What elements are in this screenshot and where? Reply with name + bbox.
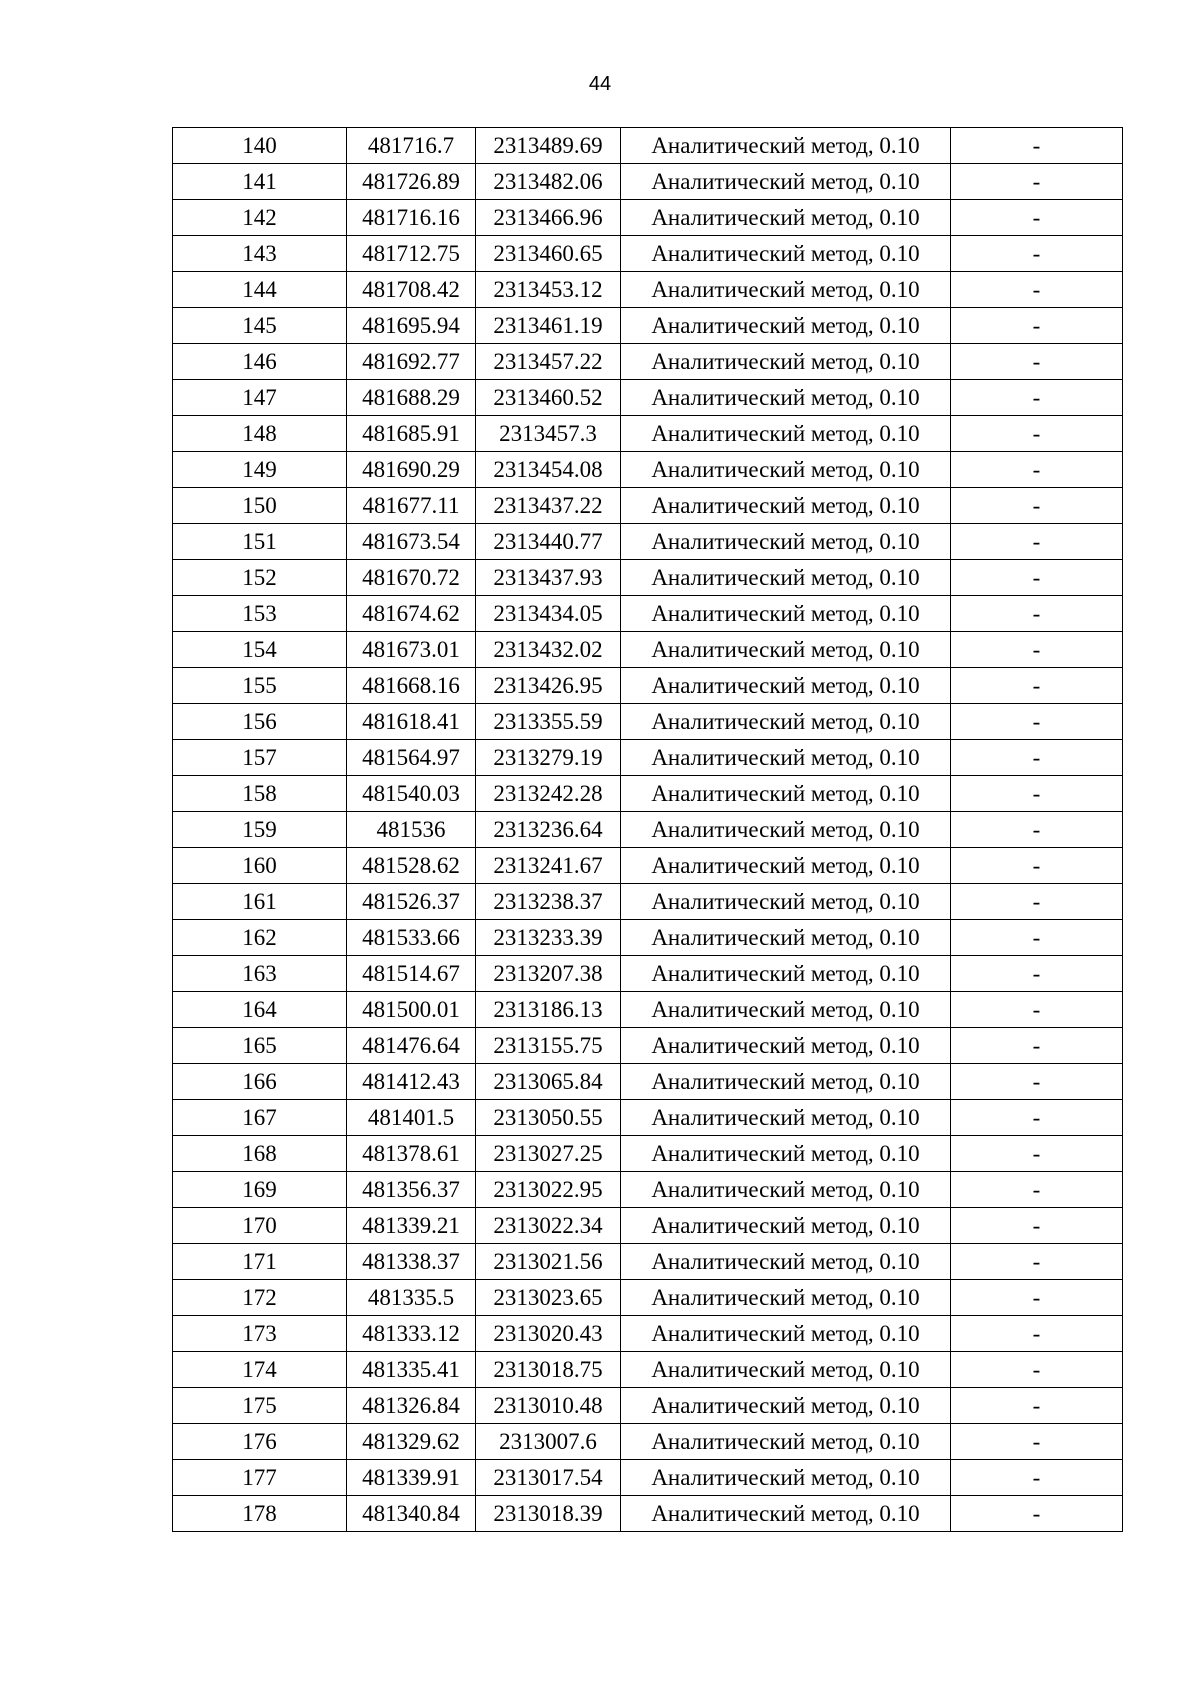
- method-accuracy-cell: Аналитический метод, 0.10: [621, 1100, 951, 1136]
- note-cell: -: [951, 1352, 1123, 1388]
- note-cell: -: [951, 524, 1123, 560]
- point-number-cell: 163: [173, 956, 347, 992]
- y-coordinate-cell: 2313236.64: [476, 812, 621, 848]
- method-accuracy-cell: Аналитический метод, 0.10: [621, 452, 951, 488]
- point-number-cell: 145: [173, 308, 347, 344]
- table-row: [173, 1064, 1123, 1100]
- method-accuracy-cell: Аналитический метод, 0.10: [621, 272, 951, 308]
- point-number-cell: 154: [173, 632, 347, 668]
- method-accuracy-cell: Аналитический метод, 0.10: [621, 524, 951, 560]
- method-accuracy-cell: Аналитический метод, 0.10: [621, 596, 951, 632]
- note-cell: -: [951, 1028, 1123, 1064]
- point-number-cell: 156: [173, 704, 347, 740]
- x-coordinate-cell: 481476.64: [347, 1028, 476, 1064]
- table-row: [173, 1496, 1123, 1532]
- y-coordinate-cell: 2313434.05: [476, 596, 621, 632]
- y-coordinate-cell: 2313186.13: [476, 992, 621, 1028]
- table-row: [173, 452, 1123, 488]
- note-cell: -: [951, 164, 1123, 200]
- note-cell: -: [951, 308, 1123, 344]
- method-accuracy-cell: Аналитический метод, 0.10: [621, 920, 951, 956]
- note-cell: -: [951, 884, 1123, 920]
- table-row: [173, 1172, 1123, 1208]
- x-coordinate-cell: 481339.21: [347, 1208, 476, 1244]
- note-cell: -: [951, 452, 1123, 488]
- note-cell: -: [951, 1424, 1123, 1460]
- y-coordinate-cell: 2313018.39: [476, 1496, 621, 1532]
- table-row: [173, 560, 1123, 596]
- note-cell: -: [951, 632, 1123, 668]
- method-accuracy-cell: Аналитический метод, 0.10: [621, 1496, 951, 1532]
- note-cell: -: [951, 1496, 1123, 1532]
- y-coordinate-cell: 2313018.75: [476, 1352, 621, 1388]
- y-coordinate-cell: 2313466.96: [476, 200, 621, 236]
- y-coordinate-cell: 2313155.75: [476, 1028, 621, 1064]
- y-coordinate-cell: 2313461.19: [476, 308, 621, 344]
- point-number-cell: 150: [173, 488, 347, 524]
- y-coordinate-cell: 2313050.55: [476, 1100, 621, 1136]
- note-cell: -: [951, 812, 1123, 848]
- point-number-cell: 148: [173, 416, 347, 452]
- method-accuracy-cell: Аналитический метод, 0.10: [621, 128, 951, 164]
- x-coordinate-cell: 481668.16: [347, 668, 476, 704]
- point-number-cell: 143: [173, 236, 347, 272]
- x-coordinate-cell: 481326.84: [347, 1388, 476, 1424]
- note-cell: -: [951, 1316, 1123, 1352]
- method-accuracy-cell: Аналитический метод, 0.10: [621, 884, 951, 920]
- y-coordinate-cell: 2313027.25: [476, 1136, 621, 1172]
- method-accuracy-cell: Аналитический метод, 0.10: [621, 164, 951, 200]
- x-coordinate-cell: 481673.54: [347, 524, 476, 560]
- point-number-cell: 171: [173, 1244, 347, 1280]
- point-number-cell: 175: [173, 1388, 347, 1424]
- point-number-cell: 160: [173, 848, 347, 884]
- method-accuracy-cell: Аналитический метод, 0.10: [621, 560, 951, 596]
- table-row: [173, 1352, 1123, 1388]
- note-cell: -: [951, 200, 1123, 236]
- x-coordinate-cell: 481712.75: [347, 236, 476, 272]
- table-row: [173, 668, 1123, 704]
- table-row: [173, 164, 1123, 200]
- point-number-cell: 153: [173, 596, 347, 632]
- note-cell: -: [951, 704, 1123, 740]
- table-row: [173, 1280, 1123, 1316]
- method-accuracy-cell: Аналитический метод, 0.10: [621, 416, 951, 452]
- x-coordinate-cell: 481335.41: [347, 1352, 476, 1388]
- table-row: [173, 632, 1123, 668]
- table-row: [173, 596, 1123, 632]
- note-cell: -: [951, 1100, 1123, 1136]
- note-cell: -: [951, 488, 1123, 524]
- table-row: [173, 200, 1123, 236]
- table-row: [173, 1100, 1123, 1136]
- y-coordinate-cell: 2313440.77: [476, 524, 621, 560]
- y-coordinate-cell: 2313454.08: [476, 452, 621, 488]
- method-accuracy-cell: Аналитический метод, 0.10: [621, 308, 951, 344]
- method-accuracy-cell: Аналитический метод, 0.10: [621, 812, 951, 848]
- table-row: [173, 524, 1123, 560]
- y-coordinate-cell: 2313437.93: [476, 560, 621, 596]
- point-number-cell: 165: [173, 1028, 347, 1064]
- x-coordinate-cell: 481673.01: [347, 632, 476, 668]
- point-number-cell: 177: [173, 1460, 347, 1496]
- note-cell: -: [951, 956, 1123, 992]
- y-coordinate-cell: 2313020.43: [476, 1316, 621, 1352]
- y-coordinate-cell: 2313460.65: [476, 236, 621, 272]
- note-cell: -: [951, 1136, 1123, 1172]
- note-cell: -: [951, 1208, 1123, 1244]
- note-cell: -: [951, 380, 1123, 416]
- table-row: [173, 236, 1123, 272]
- point-number-cell: 142: [173, 200, 347, 236]
- method-accuracy-cell: Аналитический метод, 0.10: [621, 740, 951, 776]
- method-accuracy-cell: Аналитический метод, 0.10: [621, 1064, 951, 1100]
- method-accuracy-cell: Аналитический метод, 0.10: [621, 1280, 951, 1316]
- table-row: [173, 344, 1123, 380]
- method-accuracy-cell: Аналитический метод, 0.10: [621, 236, 951, 272]
- y-coordinate-cell: 2313489.69: [476, 128, 621, 164]
- note-cell: -: [951, 1244, 1123, 1280]
- note-cell: -: [951, 416, 1123, 452]
- x-coordinate-cell: 481338.37: [347, 1244, 476, 1280]
- note-cell: -: [951, 848, 1123, 884]
- method-accuracy-cell: Аналитический метод, 0.10: [621, 488, 951, 524]
- note-cell: -: [951, 1388, 1123, 1424]
- y-coordinate-cell: 2313017.54: [476, 1460, 621, 1496]
- coordinates-table-body: [173, 128, 1123, 1532]
- x-coordinate-cell: 481670.72: [347, 560, 476, 596]
- x-coordinate-cell: 481340.84: [347, 1496, 476, 1532]
- note-cell: -: [951, 920, 1123, 956]
- table-row: [173, 308, 1123, 344]
- point-number-cell: 159: [173, 812, 347, 848]
- point-number-cell: 140: [173, 128, 347, 164]
- note-cell: -: [951, 1280, 1123, 1316]
- page-number: 44: [588, 73, 612, 95]
- y-coordinate-cell: 2313457.22: [476, 344, 621, 380]
- x-coordinate-cell: 481533.66: [347, 920, 476, 956]
- table-row: [173, 1136, 1123, 1172]
- method-accuracy-cell: Аналитический метод, 0.10: [621, 1352, 951, 1388]
- y-coordinate-cell: 2313010.48: [476, 1388, 621, 1424]
- x-coordinate-cell: 481716.16: [347, 200, 476, 236]
- y-coordinate-cell: 2313007.6: [476, 1424, 621, 1460]
- point-number-cell: 161: [173, 884, 347, 920]
- table-row: [173, 272, 1123, 308]
- point-number-cell: 147: [173, 380, 347, 416]
- method-accuracy-cell: Аналитический метод, 0.10: [621, 848, 951, 884]
- x-coordinate-cell: 481412.43: [347, 1064, 476, 1100]
- point-number-cell: 176: [173, 1424, 347, 1460]
- x-coordinate-cell: 481690.29: [347, 452, 476, 488]
- note-cell: -: [951, 776, 1123, 812]
- y-coordinate-cell: 2313065.84: [476, 1064, 621, 1100]
- point-number-cell: 167: [173, 1100, 347, 1136]
- x-coordinate-cell: 481716.7: [347, 128, 476, 164]
- x-coordinate-cell: 481708.42: [347, 272, 476, 308]
- note-cell: -: [951, 740, 1123, 776]
- method-accuracy-cell: Аналитический метод, 0.10: [621, 1460, 951, 1496]
- point-number-cell: 169: [173, 1172, 347, 1208]
- x-coordinate-cell: 481536: [347, 812, 476, 848]
- table-row: [173, 128, 1123, 164]
- method-accuracy-cell: Аналитический метод, 0.10: [621, 776, 951, 812]
- point-number-cell: 149: [173, 452, 347, 488]
- x-coordinate-cell: 481528.62: [347, 848, 476, 884]
- table-row: [173, 416, 1123, 452]
- table-row: [173, 956, 1123, 992]
- point-number-cell: 151: [173, 524, 347, 560]
- table-row: [173, 1388, 1123, 1424]
- note-cell: -: [951, 596, 1123, 632]
- note-cell: -: [951, 992, 1123, 1028]
- y-coordinate-cell: 2313022.95: [476, 1172, 621, 1208]
- x-coordinate-cell: 481540.03: [347, 776, 476, 812]
- x-coordinate-cell: 481514.67: [347, 956, 476, 992]
- y-coordinate-cell: 2313482.06: [476, 164, 621, 200]
- x-coordinate-cell: 481333.12: [347, 1316, 476, 1352]
- table-row: [173, 848, 1123, 884]
- table-row: [173, 1316, 1123, 1352]
- note-cell: -: [951, 344, 1123, 380]
- point-number-cell: 157: [173, 740, 347, 776]
- note-cell: -: [951, 272, 1123, 308]
- method-accuracy-cell: Аналитический метод, 0.10: [621, 1028, 951, 1064]
- point-number-cell: 146: [173, 344, 347, 380]
- coordinates-table: [172, 127, 1123, 1532]
- point-number-cell: 158: [173, 776, 347, 812]
- point-number-cell: 174: [173, 1352, 347, 1388]
- note-cell: -: [951, 1172, 1123, 1208]
- method-accuracy-cell: Аналитический метод, 0.10: [621, 1424, 951, 1460]
- point-number-cell: 178: [173, 1496, 347, 1532]
- table-row: [173, 920, 1123, 956]
- x-coordinate-cell: 481339.91: [347, 1460, 476, 1496]
- y-coordinate-cell: 2313022.34: [476, 1208, 621, 1244]
- point-number-cell: 164: [173, 992, 347, 1028]
- table-row: [173, 776, 1123, 812]
- table-row: [173, 1208, 1123, 1244]
- method-accuracy-cell: Аналитический метод, 0.10: [621, 1244, 951, 1280]
- y-coordinate-cell: 2313432.02: [476, 632, 621, 668]
- table-row: [173, 1424, 1123, 1460]
- method-accuracy-cell: Аналитический метод, 0.10: [621, 344, 951, 380]
- method-accuracy-cell: Аналитический метод, 0.10: [621, 200, 951, 236]
- y-coordinate-cell: 2313453.12: [476, 272, 621, 308]
- note-cell: -: [951, 1064, 1123, 1100]
- y-coordinate-cell: 2313238.37: [476, 884, 621, 920]
- x-coordinate-cell: 481335.5: [347, 1280, 476, 1316]
- y-coordinate-cell: 2313021.56: [476, 1244, 621, 1280]
- x-coordinate-cell: 481618.41: [347, 704, 476, 740]
- method-accuracy-cell: Аналитический метод, 0.10: [621, 956, 951, 992]
- point-number-cell: 172: [173, 1280, 347, 1316]
- y-coordinate-cell: 2313279.19: [476, 740, 621, 776]
- table-row: [173, 488, 1123, 524]
- table-row: [173, 704, 1123, 740]
- x-coordinate-cell: 481526.37: [347, 884, 476, 920]
- point-number-cell: 162: [173, 920, 347, 956]
- x-coordinate-cell: 481692.77: [347, 344, 476, 380]
- point-number-cell: 155: [173, 668, 347, 704]
- method-accuracy-cell: Аналитический метод, 0.10: [621, 1172, 951, 1208]
- x-coordinate-cell: 481378.61: [347, 1136, 476, 1172]
- x-coordinate-cell: 481401.5: [347, 1100, 476, 1136]
- x-coordinate-cell: 481726.89: [347, 164, 476, 200]
- point-number-cell: 141: [173, 164, 347, 200]
- method-accuracy-cell: Аналитический метод, 0.10: [621, 1208, 951, 1244]
- y-coordinate-cell: 2313023.65: [476, 1280, 621, 1316]
- method-accuracy-cell: Аналитический метод, 0.10: [621, 992, 951, 1028]
- method-accuracy-cell: Аналитический метод, 0.10: [621, 668, 951, 704]
- method-accuracy-cell: Аналитический метод, 0.10: [621, 632, 951, 668]
- point-number-cell: 168: [173, 1136, 347, 1172]
- method-accuracy-cell: Аналитический метод, 0.10: [621, 380, 951, 416]
- point-number-cell: 170: [173, 1208, 347, 1244]
- table-row: [173, 1028, 1123, 1064]
- y-coordinate-cell: 2313207.38: [476, 956, 621, 992]
- note-cell: -: [951, 236, 1123, 272]
- method-accuracy-cell: Аналитический метод, 0.10: [621, 1388, 951, 1424]
- y-coordinate-cell: 2313242.28: [476, 776, 621, 812]
- x-coordinate-cell: 481677.11: [347, 488, 476, 524]
- x-coordinate-cell: 481685.91: [347, 416, 476, 452]
- method-accuracy-cell: Аналитический метод, 0.10: [621, 1136, 951, 1172]
- x-coordinate-cell: 481688.29: [347, 380, 476, 416]
- y-coordinate-cell: 2313241.67: [476, 848, 621, 884]
- table-row: [173, 992, 1123, 1028]
- x-coordinate-cell: 481500.01: [347, 992, 476, 1028]
- method-accuracy-cell: Аналитический метод, 0.10: [621, 1316, 951, 1352]
- y-coordinate-cell: 2313460.52: [476, 380, 621, 416]
- method-accuracy-cell: Аналитический метод, 0.10: [621, 704, 951, 740]
- x-coordinate-cell: 481695.94: [347, 308, 476, 344]
- table-row: [173, 380, 1123, 416]
- y-coordinate-cell: 2313457.3: [476, 416, 621, 452]
- x-coordinate-cell: 481564.97: [347, 740, 476, 776]
- note-cell: -: [951, 128, 1123, 164]
- point-number-cell: 144: [173, 272, 347, 308]
- point-number-cell: 152: [173, 560, 347, 596]
- x-coordinate-cell: 481674.62: [347, 596, 476, 632]
- y-coordinate-cell: 2313355.59: [476, 704, 621, 740]
- x-coordinate-cell: 481329.62: [347, 1424, 476, 1460]
- note-cell: -: [951, 668, 1123, 704]
- y-coordinate-cell: 2313233.39: [476, 920, 621, 956]
- y-coordinate-cell: 2313437.22: [476, 488, 621, 524]
- note-cell: -: [951, 1460, 1123, 1496]
- point-number-cell: 173: [173, 1316, 347, 1352]
- table-row: [173, 740, 1123, 776]
- table-row: [173, 884, 1123, 920]
- note-cell: -: [951, 560, 1123, 596]
- table-row: [173, 812, 1123, 848]
- point-number-cell: 166: [173, 1064, 347, 1100]
- x-coordinate-cell: 481356.37: [347, 1172, 476, 1208]
- table-row: [173, 1460, 1123, 1496]
- y-coordinate-cell: 2313426.95: [476, 668, 621, 704]
- table-row: [173, 1244, 1123, 1280]
